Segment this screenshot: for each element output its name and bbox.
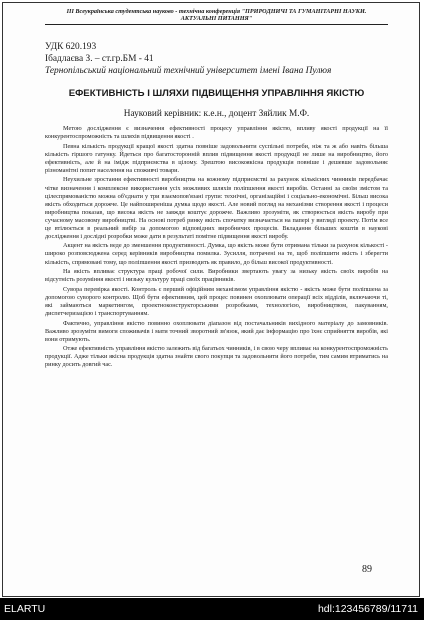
article-meta: [45, 41, 388, 77]
paragraph: Метою дослідження є визначення ефективності процесу управління якістю, впливу якості продукції на її конкурентоспроможність та шляхів підвищення якості .: [45, 125, 388, 141]
paragraph: Отже ефективність управління якістю залежить від багатьох чинників, і в свою черу впливає на конкурентоспроможність продукції. Адже тільки якісна продукція здатна знайти свого покупця та задовольнити його потреби, тим самим втриматись на ринку досить довгий час.: [45, 345, 388, 369]
paragraph: Сувора перевірка якості. Контроль є перший офіційним механізмом управління якістю - якість може бути поліпшена за допомогою суворого контролю. Щоб бути ефективним, цей процес повинен охоплювати операції всіх відділів, включаючи ті, які займаються маркетингом, проектноконструкторськими розробками, технологією, виробництвом, пакуванням, диспетчеризацією і транспортуванням.: [45, 285, 388, 317]
udc-code: УДК 620.193: [45, 42, 97, 52]
paragraph: Певна кількість продукції кращої якості здатна повніше задовольнити суспільні потреби, ніж та ж або навіть більша кількість гіршого гатунку. Йдеться про багатосторонній вплив підвищення якості продукції не лише на виробництво, його ефективність, але й на імідж підприємства в цілому. Зрештою високоякісна продукція повніше і дешевше задовольняє різноманітні попит населення на споживчі товари.: [45, 142, 388, 174]
paragraph: Акцент на якість веде до зменшення продуктивності. Думка, що якість може бути отримана тільки за рахунок кількості - широко розповсюджена серед керівників виробництва помилка. Зусилля, потрачені на те, щоб поліпшити якість і зберегти кількість, спрямовані тому, що поліпшення якості призводить як правило, до більш високої продуктивності.: [45, 242, 388, 266]
paragraph: Фактично, управління якістю повинно охоплювати діапазон від постачальників вихідного матеріалу до замовників. Важливо зрозуміти вимоги споживачів і мати точний зворотний зв'язок, який дає інформацію про їхнє сприйняття виробів, які вони отримують.: [45, 319, 388, 343]
article-body: [45, 125, 388, 370]
repository-label: ELARTU: [4, 603, 46, 615]
conference-header: III Всеукраїнська студентська науково - технічна конференція "ПРИРОДНИЧІ ТА ГУМАНІТАРНІ НАУКИ. АКТУАЛЬНІ ПИТАННЯ": [45, 8, 388, 25]
author-line: Ібадлаєва З. – ст.гр.БМ - 41: [45, 54, 154, 64]
handle-identifier: hdl:123456789/11711: [317, 603, 418, 615]
document-page: [45, 8, 388, 371]
supervisor-line: Науковий керівник: к.е.н., доцент Зяйлик М.Ф.: [123, 109, 310, 119]
paragraph: На якість впливає структура праці робочої сили. Виробники звертають увагу за низьку якість своїх виробів на відсутність розуміння якості і низьку культуру праці своїх працівників.: [45, 268, 388, 284]
institution-line: Тернопільський національний технічний університет імені Івана Пулюя: [45, 66, 332, 76]
paragraph: Неухильне зростання ефективності виробництва на кожному підприємстві за рахунок кількісних чинників передбачає чітке визначення і комплексне використання усіх можливих шляхів поліпшення якості виробів. Останні за своїм змістом та цілеспрямованістю можна об'єднати у три взаємопов'язані групи: технічні, організаційні і соціально-економічні. Більш висока якість обходиться дорожче. Це найпоширеніша думка щодо якості. Але новий погляд на механізми створення якості і процеси виробництва показав, що висока якість не завжди коштує дорожче. Важливо зрозуміти, як створюється якість виробу при сучасному масовому виробництві. На основі потреб ринку якість спочатку визначається на папері у вигляді проекту. Потім все це втілюється в реальний вибір за допомогою відповідних виробничих процесів. Вкладання більших коштів в наукові дослідження і дослідні розробки може дати в результаті помітне підвищення якості виробу.: [45, 176, 388, 240]
viewer-footer-bar: [0, 598, 424, 620]
page-number: 89: [362, 564, 372, 575]
article-title: ЕФЕКТИВНІСТЬ І ШЛЯХИ ПІДВИЩЕННЯ УПРАВЛІННЯ ЯКІСТЮ: [68, 88, 365, 99]
